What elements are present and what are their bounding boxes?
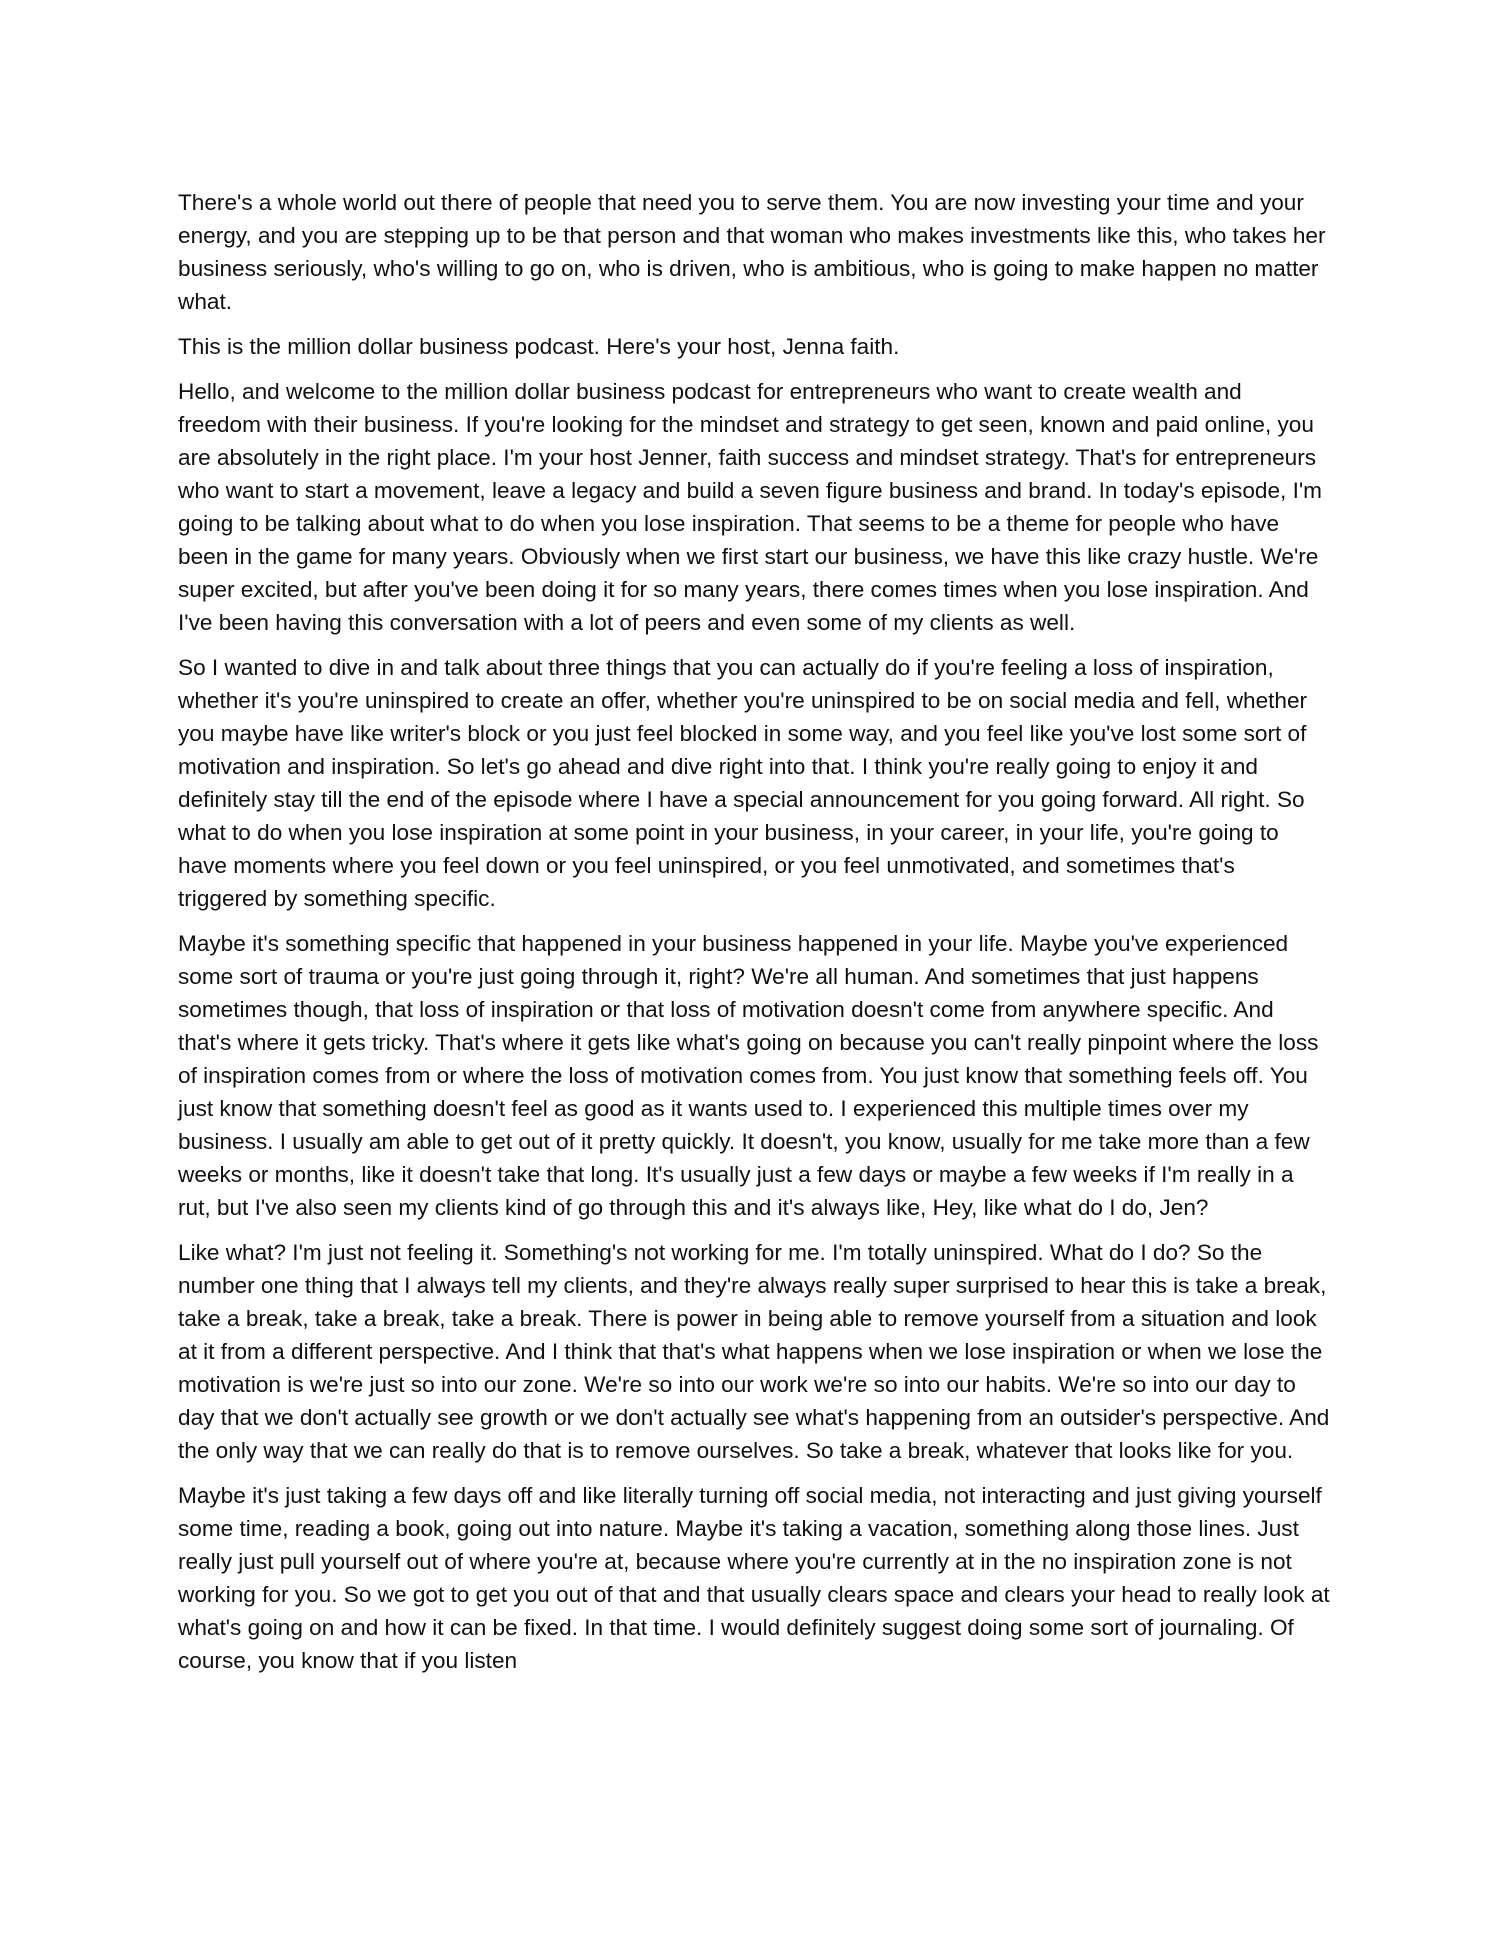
paragraph-take-a-break: Like what? I'm just not feeling it. Something's not working for me. I'm totally uninspired. What do I do? So the number one thing that I always tell my clients, and they're always really super surprised to hear this is take a break, take a break, take a break, take a break. There is power in being able to remove yourself from a situation and look at it from a different perspective. And I think that that's what happens when we lose inspiration or when we lose the motivation is we're just so into our zone. We're so into our work we're so into our habits. We're so into our day to day that we don't actually see growth or we don't actually see what's happening from an outsider's perspective. And the only way that we can really do that is to remove ourselves. So take a break, whatever that looks like for you. (178, 1240, 1330, 1463)
paragraph-intro-quote: There's a whole world out there of people that need you to serve them. You are now investing your time and your energy, and you are stepping up to be that person and that woman who makes investments like this, who takes her business seriously, who's willing to go on, who is driven, who is ambitious, who is going to make happen no matter what. (178, 190, 1326, 314)
paragraph-loss-of-motivation: Maybe it's something specific that happened in your business happened in your life. Maybe you've experienced some sort of trauma or you're just going through it, right? We're all human. And sometimes that just happens sometimes though, that loss of inspiration or that loss of motivation doesn't come from anywhere specific. And that's where it gets tricky. That's where it gets like what's going on because you can't really pinpoint where the loss of inspiration comes from or where the loss of motivation comes from. You just know that something feels off. You just know that something doesn't feel as good as it wants used to. I experienced this multiple times over my business. I usually am able to get out of it pretty quickly. It doesn't, you know, usually for me take more than a few weeks or months, like it doesn't take that long. It's usually just a few days or maybe a few weeks if I'm really in a rut, but I've also seen my clients kind of go through this and it's always like, Hey, like what do I do, Jen? (178, 931, 1319, 1220)
paragraph-three-things: So I wanted to dive in and talk about three things that you can actually do if you're feeling a loss of inspiration, whether it's you're uninspired to create an offer, whether you're uninspired to be on social media and fell, whether you maybe have like writer's block or you just feel blocked in some way, and you feel like you've lost some sort of motivation and inspiration. So let's go ahead and dive right into that. I think you're really going to enjoy it and definitely stay till the end of the episode where I have a special announcement for you going forward. All right. So what to do when you lose inspiration at some point in your business, in your career, in your life, you're going to have moments where you feel down or you feel uninspired, or you feel unmotivated, and sometimes that's triggered by something specific. (178, 655, 1308, 911)
paragraph-podcast-announcer: This is the million dollar business podcast. Here's your host, Jenna faith. (178, 334, 900, 359)
transcript-body (178, 186, 1330, 1689)
paragraph-welcome: Hello, and welcome to the million dollar business podcast for entrepreneurs who want to create wealth and freedom with their business. If you're looking for the mindset and strategy to get seen, known and paid online, you are absolutely in the right place. I'm your host Jenner, faith success and mindset strategy. That's for entrepreneurs who want to start a movement, leave a legacy and build a seven figure business and brand. In today's episode, I'm going to be talking about what to do when you lose inspiration. That seems to be a theme for people who have been in the game for many years. Obviously when we first start our business, we have this like crazy hustle. We're super excited, but after you've been doing it for so many years, there comes times when you lose inspiration. And I've been having this conversation with a lot of peers and even some of my clients as well. (178, 379, 1323, 635)
paragraph-days-off: Maybe it's just taking a few days off and like literally turning off social media, not interacting and just giving yourself some time, reading a book, going out into nature. Maybe it's taking a vacation, something along those lines. Just really just pull yourself out of where you're at, because where you're currently at in the no inspiration zone is not working for you. So we got to get you out of that and that usually clears space and clears your head to really look at what's going on and how it can be fixed. In that time. I would definitely suggest doing some sort of journaling. Of course, you know that if you listen (178, 1483, 1330, 1673)
